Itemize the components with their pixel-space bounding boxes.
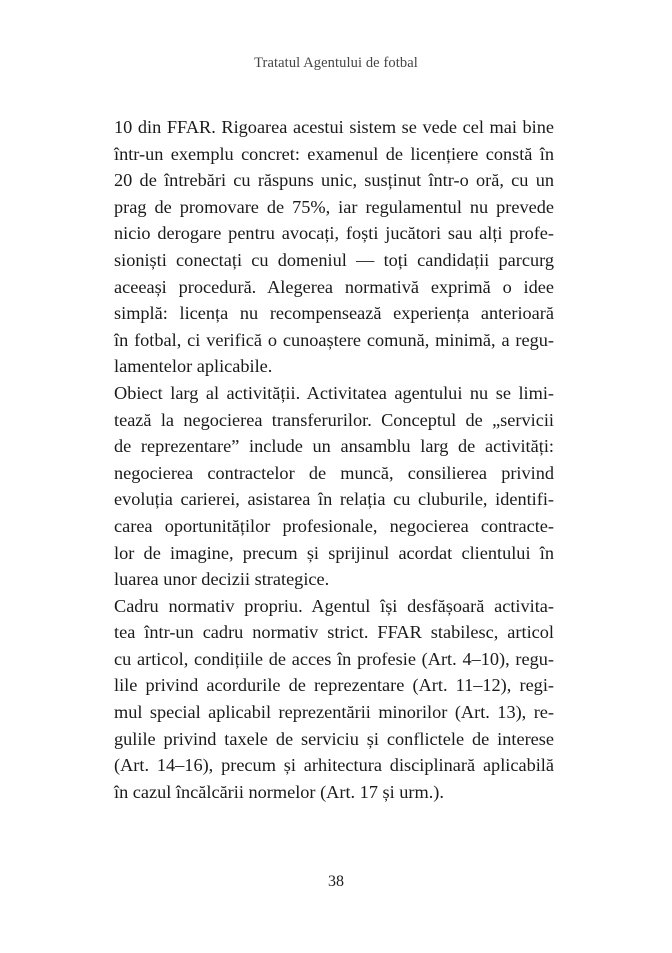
text-line: luarea unor decizii strategice. — [114, 569, 330, 590]
text-line: gulile privind taxele de serviciu și conflictele de interese — [114, 728, 554, 749]
text-line: negocierea contractelor de muncă, consilierea privind — [114, 462, 554, 483]
text-line: de reprezentare” include un ansamblu larg de activități: — [114, 436, 554, 457]
text-line: evoluția carierei, asistarea în relația cu cluburile, identifi- — [114, 489, 554, 510]
text-line: într-un exemplu concret: examenul de licențiere constă în — [114, 143, 554, 164]
text-line: lile privind acordurile de reprezentare (Art. 11–12), regi- — [114, 675, 554, 696]
text-line: Cadru normativ propriu. Agentul își desfășoară activita- — [114, 595, 554, 616]
text-line: în fotbal, ci verifică o cunoaștere comună, minimă, a regu- — [114, 329, 554, 350]
text-line: aceeași procedură. Alegerea normativă exprimă o idee — [114, 276, 554, 297]
text-line: prag de promovare de 75%, iar regulamentul nu prevede — [114, 196, 554, 217]
text-line: 20 de întrebări cu răspuns unic, susținut într-o oră, cu un — [114, 170, 554, 191]
text-line: sioniști conectați cu domeniul — toți candidații parcurg — [114, 249, 554, 270]
text-line: Obiect larg al activității. Activitatea agentului nu se limi- — [114, 382, 554, 403]
text-line: în cazul încălcării normelor (Art. 17 și urm.). — [114, 781, 444, 802]
text-line: tează la negocierea transferurilor. Conceptul de „servicii — [114, 409, 554, 430]
text-line: nicio derogare pentru avocați, foști jucători sau alți profe- — [114, 223, 554, 244]
text-line: simplă: licența nu recompensează experiența anterioară — [114, 303, 554, 324]
page-number: 38 — [328, 873, 344, 890]
text-line: mul special aplicabil reprezentării minorilor (Art. 13), re- — [114, 702, 554, 723]
text-line: cu articol, condițiile de acces în profesie (Art. 4–10), regu- — [114, 648, 554, 669]
running-head: Tratatul Agentului de fotbal — [254, 55, 418, 71]
text-line: tea într-un cadru normativ strict. FFAR stabilesc, articol — [114, 622, 554, 643]
text-line: carea oportunităților profesionale, negocierea contracte- — [114, 515, 554, 536]
text-line: lor de imagine, precum și sprijinul acordat clientului în — [114, 542, 554, 563]
body-text — [114, 114, 554, 805]
text-line: 10 din FFAR. Rigoarea acestui sistem se vede cel mai bine — [114, 117, 554, 137]
text-line: (Art. 14–16), precum și arhitectura disciplinară aplicabilă — [114, 755, 554, 776]
text-line: lamentelor aplicabile. — [114, 356, 273, 377]
